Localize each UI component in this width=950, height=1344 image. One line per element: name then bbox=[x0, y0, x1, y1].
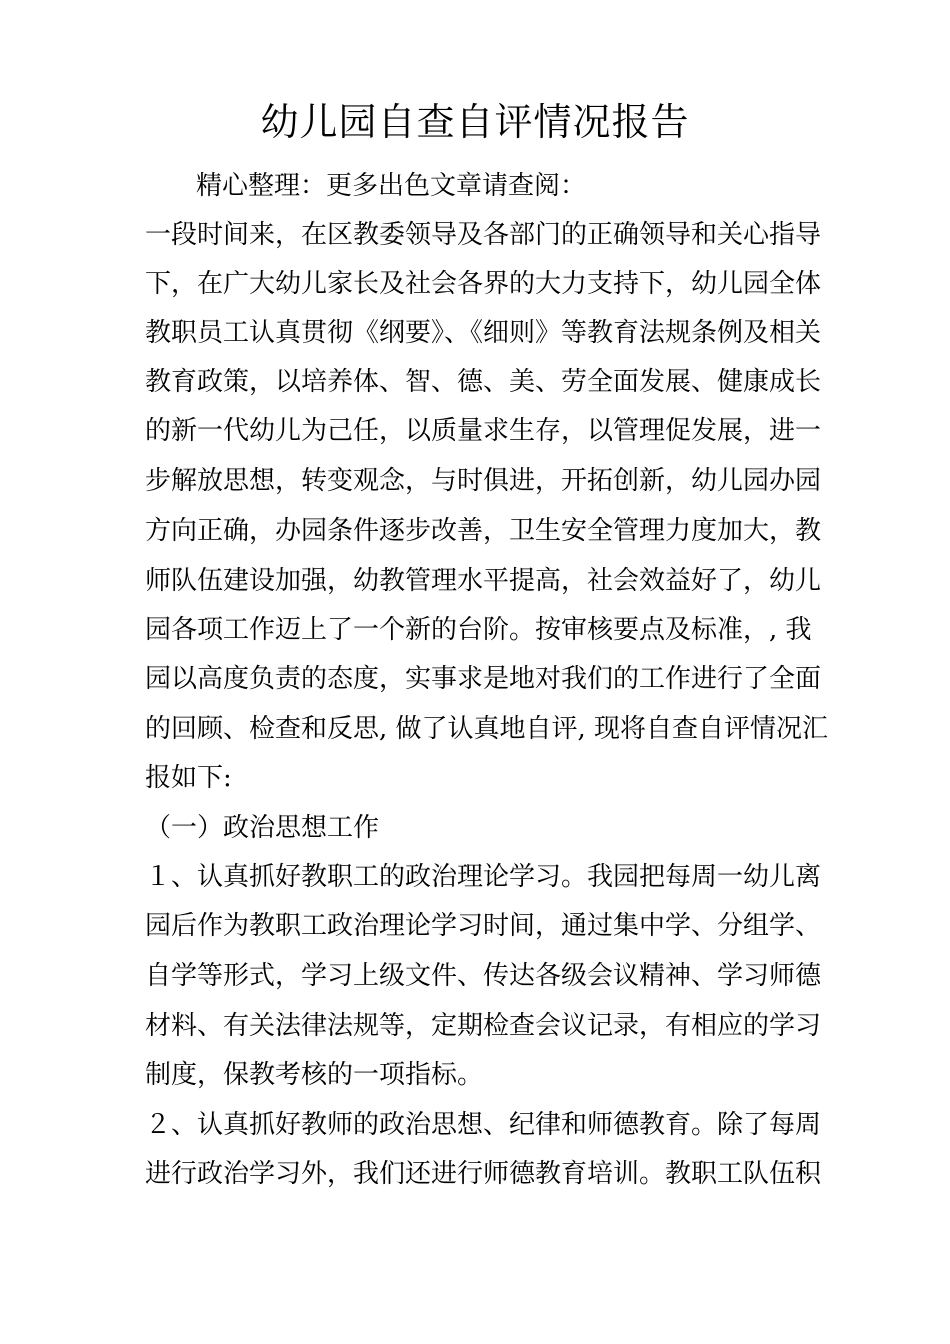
paragraph-line: 的新一代幼儿为己任，以质量求生存，以管理促发展，进一 bbox=[145, 416, 822, 446]
paragraph-line: 材料、有关法律法规等，定期检查会议记录，有相应的学习 bbox=[145, 1011, 822, 1041]
paragraph-line: 园后作为教职工政治理论学习时间，通过集中学、分组学、 bbox=[145, 911, 822, 941]
document-title: 幼儿园自查自评情况报告 bbox=[260, 100, 690, 144]
paragraph-line: 的回顾、检查和反思, 做了认真地自评, 现将自查自评情况汇 bbox=[145, 714, 829, 744]
paragraph-line: 师队伍建设加强，幼教管理水平提高，社会效益好了，幼儿 bbox=[145, 566, 822, 596]
paragraph-line: ２、认真抓好教师的政治思想、纪律和师德教育。除了每周 bbox=[145, 1110, 822, 1140]
section-heading: （一）政治思想工作 bbox=[145, 813, 380, 843]
paragraph-line: 下，在广大幼儿家长及社会各界的大力支持下，幼儿园全体 bbox=[145, 269, 822, 299]
paragraph-line: 进行政治学习外，我们还进行师德教育培训。教职工队伍积 bbox=[145, 1159, 822, 1189]
paragraph-line: 方向正确，办园条件逐步改善，卫生安全管理力度加大，教 bbox=[145, 516, 822, 546]
paragraph-line: 园以高度负责的态度，实事求是地对我们的工作进行了全面 bbox=[145, 664, 822, 694]
paragraph-line: 一段时间来，在区教委领导及各部门的正确领导和关心指导 bbox=[145, 220, 822, 250]
paragraph-line: 报如下: bbox=[145, 763, 232, 793]
paragraph-line: 园各项工作迈上了一个新的台阶。按审核要点及标准，, 我 bbox=[145, 615, 812, 645]
paragraph-line: 自学等形式，学习上级文件、传达各级会议精神、学习师德 bbox=[145, 961, 822, 991]
paragraph-line: 步解放思想，转变观念，与时俱进，开拓创新，幼儿园办园 bbox=[145, 466, 822, 496]
paragraph-line: １、认真抓好教职工的政治理论学习。我园把每周一幼儿离 bbox=[145, 862, 822, 892]
paragraph-line: 教育政策，以培养体、智、德、美、劳全面发展、健康成长 bbox=[145, 367, 822, 397]
paragraph-line: 教职员工认真贯彻《纲要》、《细则》等教育法规条例及相关 bbox=[145, 318, 822, 348]
paragraph-line: 制度，保教考核的一项指标。 bbox=[145, 1060, 484, 1090]
intro-line: 精心整理：更多出色文章请查阅： bbox=[196, 171, 587, 201]
